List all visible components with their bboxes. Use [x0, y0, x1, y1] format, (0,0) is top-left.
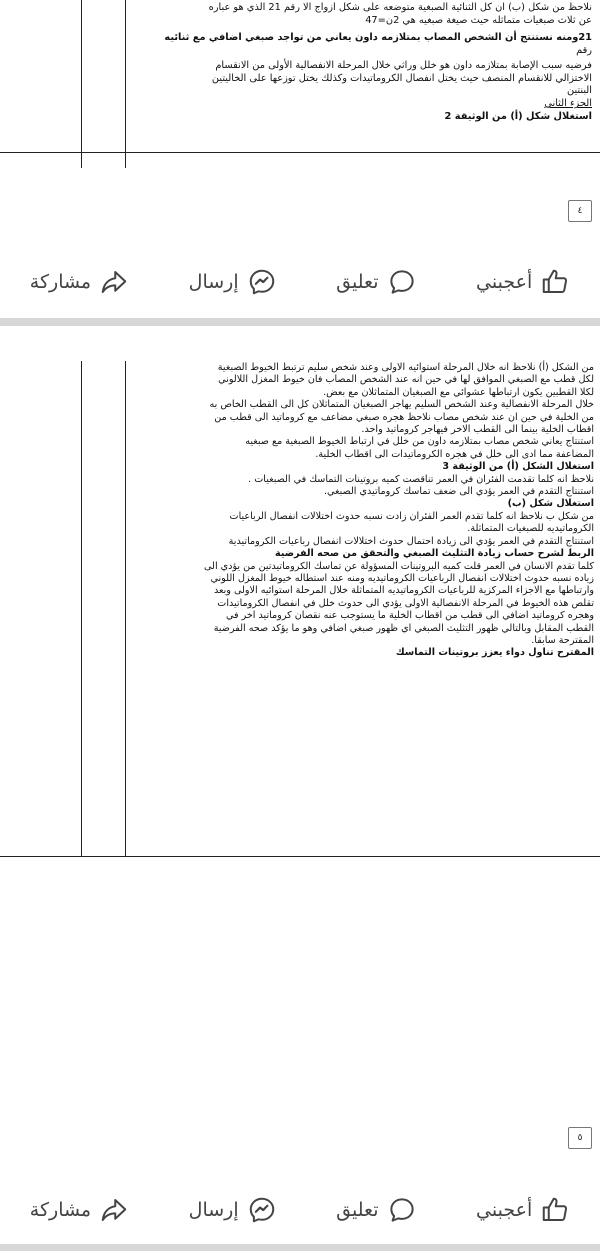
share-button[interactable] [30, 267, 129, 297]
post-1-document [0, 0, 600, 168]
text-line: لكل قطب مع الصبغي الموافق لها في حين انه عند الشخص المصاب فان خيوط المغزل اللالوني [218, 374, 594, 386]
like-label: أعجبني [476, 1199, 533, 1221]
text-line: كلما تقدم الانسان في العمر قلت كميه البروتينات المسؤولة عن تماسك الكروماتيدتين من يؤدي الى [204, 560, 594, 572]
text-line: البنتين [567, 85, 592, 97]
text-line: استنتاج التقدم في العمر يؤدي الى ضعف تماسك كروماتيدي الصبغي. [323, 486, 594, 498]
page-number-badge: ٥ [568, 1127, 592, 1149]
send-button[interactable] [189, 1195, 277, 1225]
margin-line [81, 361, 82, 856]
share-icon [99, 1195, 129, 1225]
text-line: استنتاج التقدم في العمر يؤدي الى زيادة احتمال حدوث اختلالات انفصال رباعيات الكروماتيدية [228, 535, 594, 547]
text-line: نلاحظ انه كلما تقدمت الفئران في العمر تناقصت كميه بروتينات التماسك في الصبغيات . [248, 473, 594, 485]
margin-line [125, 361, 126, 856]
like-label: أعجبني [476, 271, 533, 293]
text-line: لكلا القطبين يكون ارتباطها عشوائي مع الصبغيان المتماثلان مع بعض. [323, 386, 594, 398]
post-separator [0, 1244, 600, 1251]
text-line: وهجره كروماتيد اضافي الى قطب من اقطاب الخلية ما يستوجب عنه نقصان كروماتيد اخر في [225, 610, 594, 622]
comment-label: تعليق [336, 1199, 379, 1221]
margin-line [125, 0, 126, 168]
section-heading [128, 548, 594, 560]
comment-button[interactable] [336, 1195, 416, 1225]
text-line: استنتاج يعاني شخص مصاب بمتلازمه داون من خلل في ارتباط الخيوط الصبغية مع صبغيه [245, 436, 594, 448]
text-line-bold: استغلال شكل (أ) من الوثيقة 2 [444, 111, 592, 123]
text-line: اقطاب الخلية بينما الى القطب الاخر فيهاجر كروماتيد واحد. [361, 424, 594, 436]
text-line: المضاعفة مما ادى الى خلل في هجره الكروماتيدات الى اقطاب الخلية. [315, 448, 594, 460]
text-line: نلاحظ من شكل (ب) ان كل الثنائية الصبغية متوضعه على شكل ازواج الا رقم 21 الذي هو عباره [208, 2, 592, 13]
send-label: إرسال [188, 1199, 239, 1221]
text-line: زياده نسبه حدوث اختلالات انفصال الرباعيات الكروماتيديه ومنه عند استطاله خيوط المغزل اللوني [210, 572, 594, 584]
text-line: وارتباطها مع الاجزاء المركزية للرباعيات الكروماتيديه المتماثلة خلال المرحلة استوائيه الاولى وبعد [213, 585, 594, 597]
comment-icon [387, 1195, 417, 1225]
table-bottom-line [0, 856, 600, 857]
text-line: فرضيه سبب الإصابة بمتلازمه داون هو خلل وراثي خلال المرحلة الانفصالية الأولى من الانقسام [215, 59, 592, 71]
text-line: الكروماتيديه للصبغيات المتماثلة. [467, 523, 594, 535]
post-1-text [128, 2, 592, 124]
share-label: مشاركة [29, 1199, 92, 1221]
section-heading [128, 461, 594, 473]
text-line: تقلص هذه الخيوط في المرحلة الانفصالية الاولى يؤدي الى حدوث خلل في انفصال الكروماتيدات [217, 597, 594, 609]
post-separator [0, 318, 600, 326]
section-heading [128, 498, 594, 510]
comment-button[interactable] [336, 267, 416, 297]
send-label: إرسال [188, 271, 239, 293]
page-number-badge: ٤ [568, 200, 592, 222]
comment-label: تعليق [336, 271, 379, 293]
text-line: المقترحة سابقا. [531, 634, 594, 646]
share-icon [99, 267, 129, 297]
text-line-bold: استغلال الشكل (أ) من الوثيقة 3 [442, 461, 594, 473]
margin-line [81, 0, 82, 168]
text-line: رقم [576, 44, 592, 56]
like-button[interactable] [476, 1195, 570, 1225]
text-line-bold: المقترح تناول دواء يعزز بروتينات التماسك [395, 647, 594, 659]
section-heading [128, 111, 592, 124]
text-line-bold: الربط لشرح حساب زيادة التثليث الصبغي والتحقق من صحه الفرضية [275, 548, 594, 560]
text-line: عن ثلاث صبغيات متماثله حيث صيغة صبغيه هي 2ن=47 [365, 14, 592, 26]
thumbs-up-icon [540, 267, 570, 297]
text-line-bold: استغلال شكل (ب) [507, 498, 594, 510]
section-heading: الجزء الثاني [544, 98, 592, 110]
text-line [128, 32, 592, 45]
like-button[interactable] [476, 267, 570, 297]
comment-icon [387, 267, 417, 297]
text-line: من الشكل (أ) نلاحظ انه خلال المرحلة استوائيه الاولى وعند شخص سليم ترتبط الخيوط الصبغية [217, 362, 594, 373]
post-2-action-bar [0, 1180, 600, 1240]
messenger-icon [247, 1195, 277, 1225]
post-1-action-bar [0, 252, 600, 312]
share-button[interactable] [30, 1195, 129, 1225]
text-line: القطب المقابل وبالتالي ظهور التثليث الصبغي اي ظهور صبغي اضافي وهو ما يؤكد صحه الفرضية [213, 622, 594, 634]
text-line: الاختزالي للانقسام المنصف حيث يختل انفصال الكروماتيدات وكذلك يختل توزعها على الخاليتين [211, 72, 592, 84]
post-2-document [0, 326, 600, 926]
post-2-text [128, 362, 594, 660]
text-line [128, 647, 594, 659]
thumbs-up-icon [540, 1195, 570, 1225]
text-line: من شكل ب نلاحظ انه كلما تقدم العمر الفئران زادت نسبه حدوث اختلالات انفصال الرباعيات [229, 510, 594, 522]
text-line: من الخلية في حين ان عند شخص مصاب نلاحظ هجره صبغي مضاعف مع كروماتيد الى قطب من [214, 411, 594, 423]
send-button[interactable] [189, 267, 277, 297]
messenger-icon [247, 267, 277, 297]
text-line-bold: 21ومنه نستنتج أن الشخص المصاب بمتلازمه داون يعاني من تواجد صبغي اضافي مع ثنائيه [164, 31, 592, 43]
text-line: خلال المرحلة الانفصالية وعند الشخص السليم يهاجر الصبغيان المتماثلان كل الى القطب الخاص به [209, 399, 594, 411]
share-label: مشاركة [29, 271, 92, 293]
table-bottom-line [0, 152, 600, 153]
